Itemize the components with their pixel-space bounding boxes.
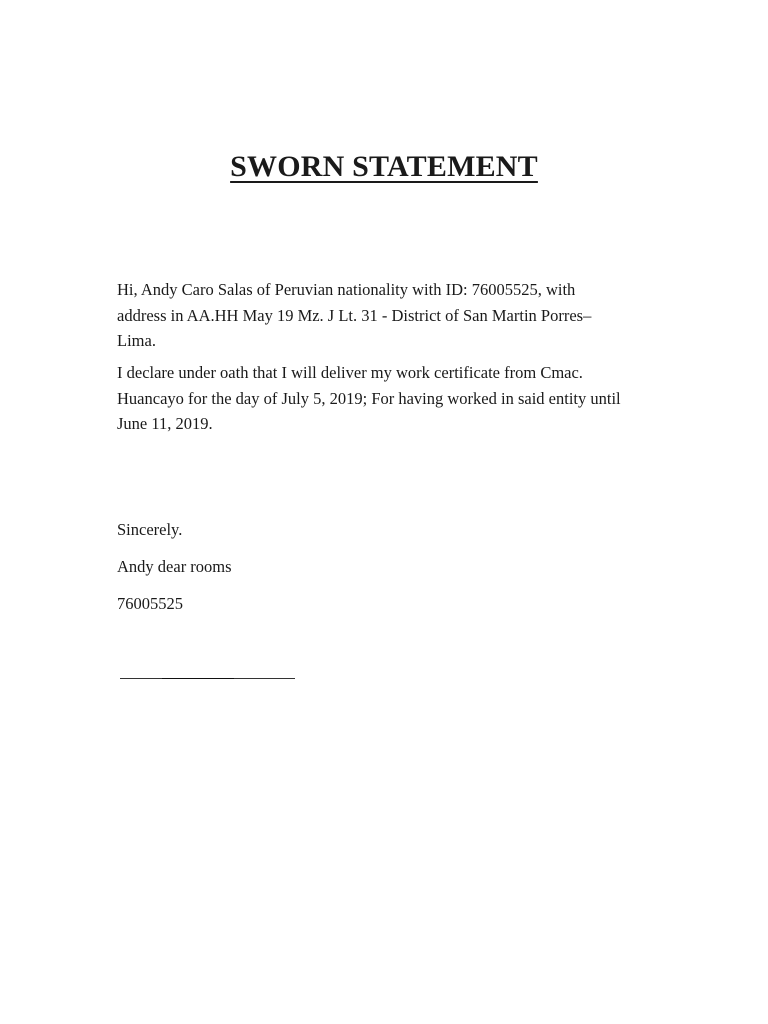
signer-name: Andy dear rooms [117,557,232,576]
signer-id: 76005525 [117,594,183,613]
statement-paragraph-identity: Hi, Andy Caro Salas of Peruvian nationality with ID: 76005525, with address in AA.HH May 19 Mz. J Lt. 31 - District of San Martin Porres–Lima. [117,280,592,350]
closing-text: Sincerely. [117,520,183,539]
document-title [0,150,768,184]
document-title-text: SWORN STATEMENT [230,150,538,183]
signature-line [120,678,295,679]
signature-line-segment [162,678,234,679]
statement-paragraph-declaration: I declare under oath that I will deliver my work certificate from Cmac. Huancayo for the day of July 5, 2019; For having worked in said entity until June 11, 2019. [117,363,621,433]
